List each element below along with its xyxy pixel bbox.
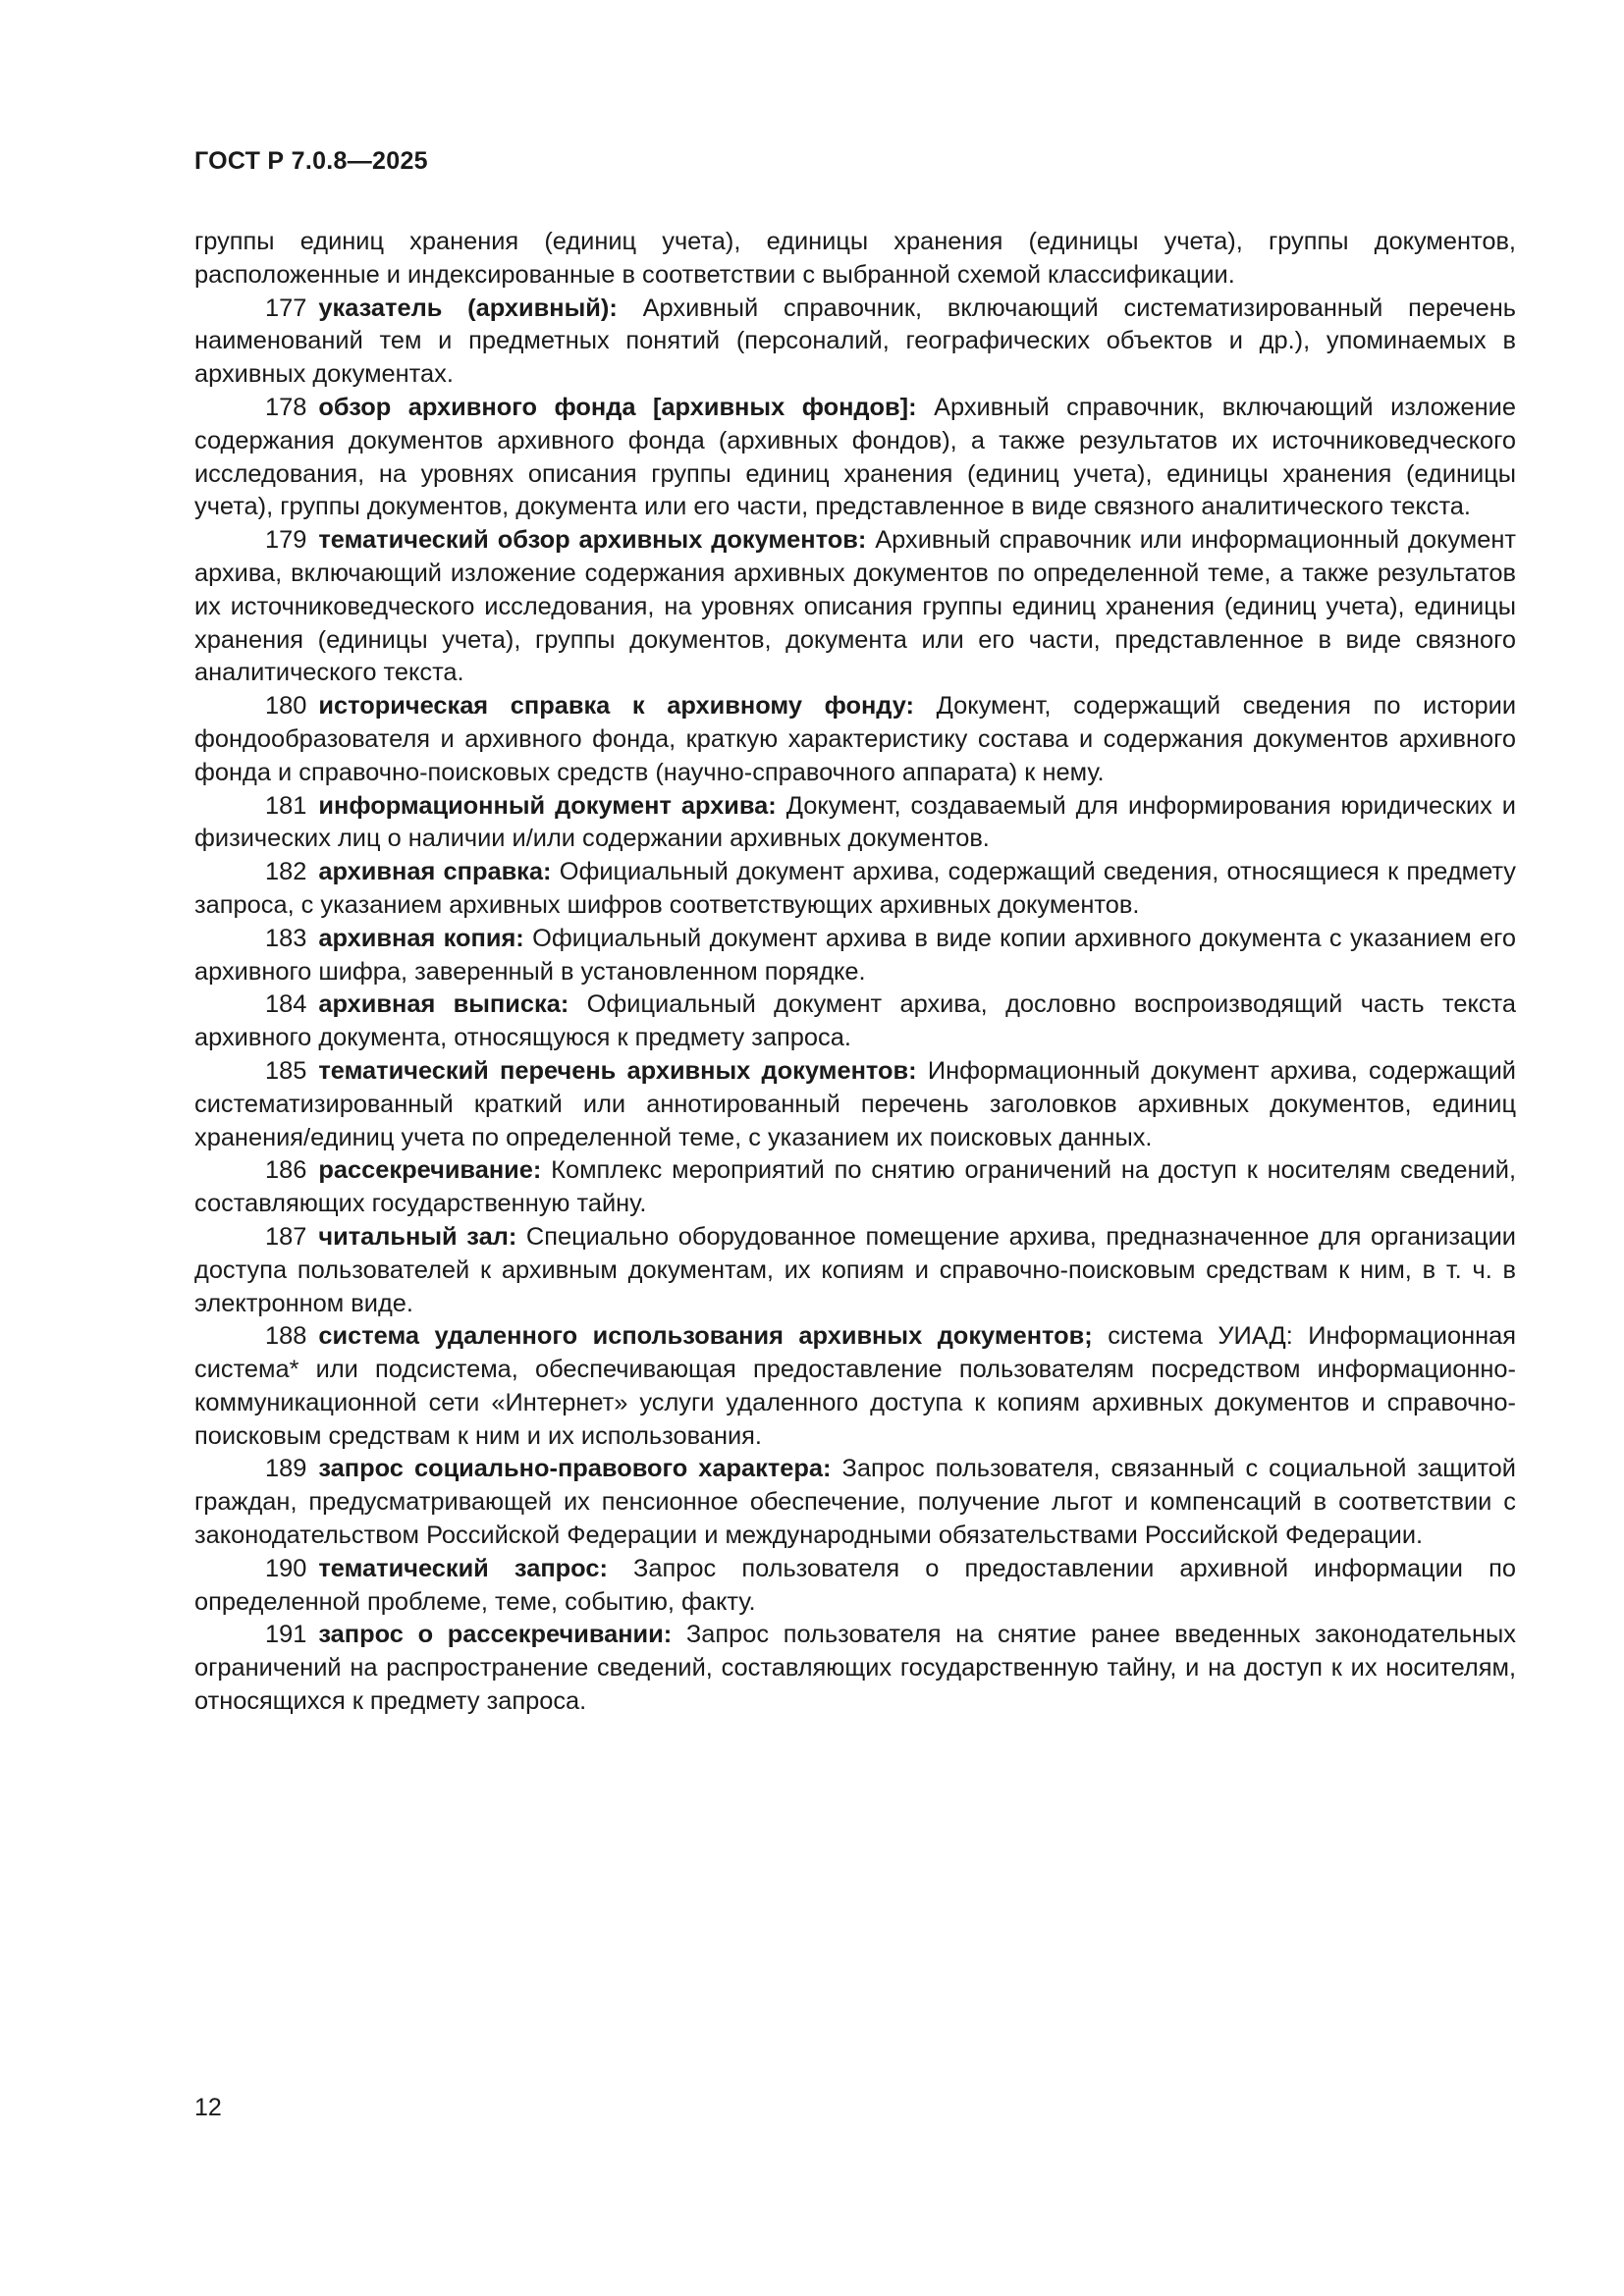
- term-number: 191: [265, 1621, 307, 1649]
- term-definition: Специально оборудованное помещение архива, предназначенное для организации доступа пользователей к архивным документам, их копиям и справочно-поисковым средствам к ним, в т. ч. в электронном виде.: [194, 1222, 1516, 1317]
- term-definition: Официальный документ архива в виде копии архивного документа с указанием его архивного шифра, заверенный в установленном порядке.: [194, 924, 1516, 986]
- term-definition: Запрос пользователя о предоставлении архивной информации по определенной проблеме, теме, событию, факту.: [194, 1554, 1516, 1616]
- term-entry-191: [194, 1619, 1516, 1718]
- term-entry-186: [194, 1154, 1516, 1221]
- term-name: тематический обзор архивных документов:: [318, 526, 867, 555]
- term-number: 185: [265, 1056, 307, 1085]
- term-name: читальный зал:: [318, 1222, 517, 1251]
- term-definition: Архивный справочник или информационный документ архива, включающий изложение содержания архивных документов по определенной теме, а также результатов их источниковедческого исследования, на уровнях описания группы единиц хранения (единиц учета), единицы хранения (единицы учета), группы документов, документа или его части, представленное в виде связного аналитического текста.: [194, 526, 1516, 687]
- term-definition: Комплекс мероприятий по снятию ограничений на доступ к носителям сведений, составляющих государственную тайну.: [194, 1156, 1516, 1218]
- term-number: 181: [265, 791, 307, 820]
- term-number: 187: [265, 1222, 307, 1251]
- term-name: указатель (архивный):: [318, 294, 618, 322]
- continuation-paragraph: группы единиц хранения (единиц учета), единицы хранения (единицы учета), группы документов, расположенные и индексированные в соответствии с выбранной схемой классификации.: [194, 228, 1516, 289]
- term-name: информационный документ архива:: [318, 791, 777, 820]
- document-header: ГОСТ Р 7.0.8—2025: [194, 147, 428, 175]
- term-name: система удаленного использования архивных документов;: [318, 1322, 1093, 1351]
- term-number: 186: [265, 1156, 307, 1185]
- term-entry-189: [194, 1453, 1516, 1552]
- term-entry-182: [194, 856, 1516, 923]
- term-number: 190: [265, 1554, 307, 1582]
- term-name: архивная справка:: [318, 858, 552, 886]
- term-name: обзор архивного фонда [архивных фондов]:: [318, 393, 917, 421]
- term-definition: Официальный документ архива, содержащий сведения, относящиеся к предмету запроса, с указанием архивных шифров соответствующих архивных документов.: [194, 858, 1516, 919]
- term-entry-183: [194, 923, 1516, 989]
- term-definition: Запрос пользователя на снятие ранее введенных законодательных ограничений на распространение сведений, составляющих государственную тайну, и на доступ к их носителям, относящихся к предмету запроса.: [194, 1621, 1516, 1716]
- term-definition: Запрос пользователя, связанный с социальной защитой граждан, предусматривающей их пенсионное обеспечение, получение льгот и компенсаций в соответствии с законодательством Российской Федерации и международными обязательствами Российской Федерации.: [194, 1455, 1516, 1550]
- term-name: тематический запрос:: [318, 1554, 608, 1582]
- term-entry-180: [194, 690, 1516, 789]
- term-name: архивная копия:: [318, 924, 524, 952]
- term-name: рассекречивание:: [318, 1156, 542, 1185]
- term-number: 180: [265, 692, 307, 721]
- term-number: 189: [265, 1455, 307, 1483]
- term-definition: Информационный документ архива, содержащий систематизированный краткий или аннотированный перечень заголовков архивных документов, единиц хранения/единиц учета по определенной теме, с указанием их поисковых данных.: [194, 1056, 1516, 1151]
- term-definition: Архивный справочник, включающий изложение содержания документов архивного фонда (архивных фондов), а также результатов их источниковедческого исследования, на уровнях описания группы единиц хранения (единиц учета), единицы хранения (единицы учета), группы документов, документа или его части, представленное в виде связного аналитического текста.: [194, 393, 1516, 521]
- term-number: 177: [265, 294, 307, 322]
- term-entry-181: [194, 790, 1516, 857]
- term-definition: система УИАД: Информационная система* или подсистема, обеспечивающая предоставление пользователям посредством информационно-коммуникационной сети «Интернет» услуги удаленного доступа к копиям архивных документов и справочно-поисковым средствам к ним и их использования.: [194, 1322, 1516, 1450]
- term-number: 183: [265, 924, 307, 952]
- term-definition: Документ, содержащий сведения по истории фондообразователя и архивного фонда, краткую характеристику состава и содержания документов архивного фонда и справочно-поисковых средств (научно-справочного аппарата) к нему.: [194, 692, 1517, 786]
- term-entry-184: [194, 988, 1516, 1055]
- term-entry-177: [194, 293, 1516, 392]
- term-name: архивная выписка:: [318, 990, 569, 1019]
- term-entry-179: [194, 524, 1516, 690]
- term-entry-187: [194, 1221, 1516, 1320]
- term-number: 184: [265, 990, 307, 1019]
- term-number: 188: [265, 1322, 307, 1351]
- term-definition: Официальный документ архива, дословно воспроизводящий часть текста архивного документа, относящуюся к предмету запроса.: [194, 990, 1517, 1052]
- term-number: 179: [265, 526, 307, 555]
- term-number: 182: [265, 858, 307, 886]
- term-entry-178: [194, 392, 1516, 524]
- term-name: историческая справка к архивному фонду:: [318, 692, 914, 721]
- term-name: запрос социально-правового характера:: [318, 1455, 832, 1483]
- term-name: тематический перечень архивных документов:: [318, 1056, 917, 1085]
- term-entry-190: [194, 1553, 1516, 1620]
- term-number: 178: [265, 393, 307, 421]
- term-entry-185: [194, 1055, 1516, 1154]
- page-number: 12: [194, 2094, 222, 2121]
- document-body: [194, 226, 1516, 1719]
- term-name: запрос о рассекречивании:: [318, 1621, 673, 1649]
- term-definition: Архивный справочник, включающий систематизированный перечень наименований тем и предметных понятий (персоналий, географических объектов и др.), упоминаемых в архивных документах.: [194, 294, 1516, 389]
- term-entry-188: [194, 1320, 1516, 1453]
- term-definition: Документ, создаваемый для информирования юридических и физических лиц о наличии и/или содержании архивных документов.: [194, 791, 1516, 853]
- term-entries: [194, 293, 1516, 1719]
